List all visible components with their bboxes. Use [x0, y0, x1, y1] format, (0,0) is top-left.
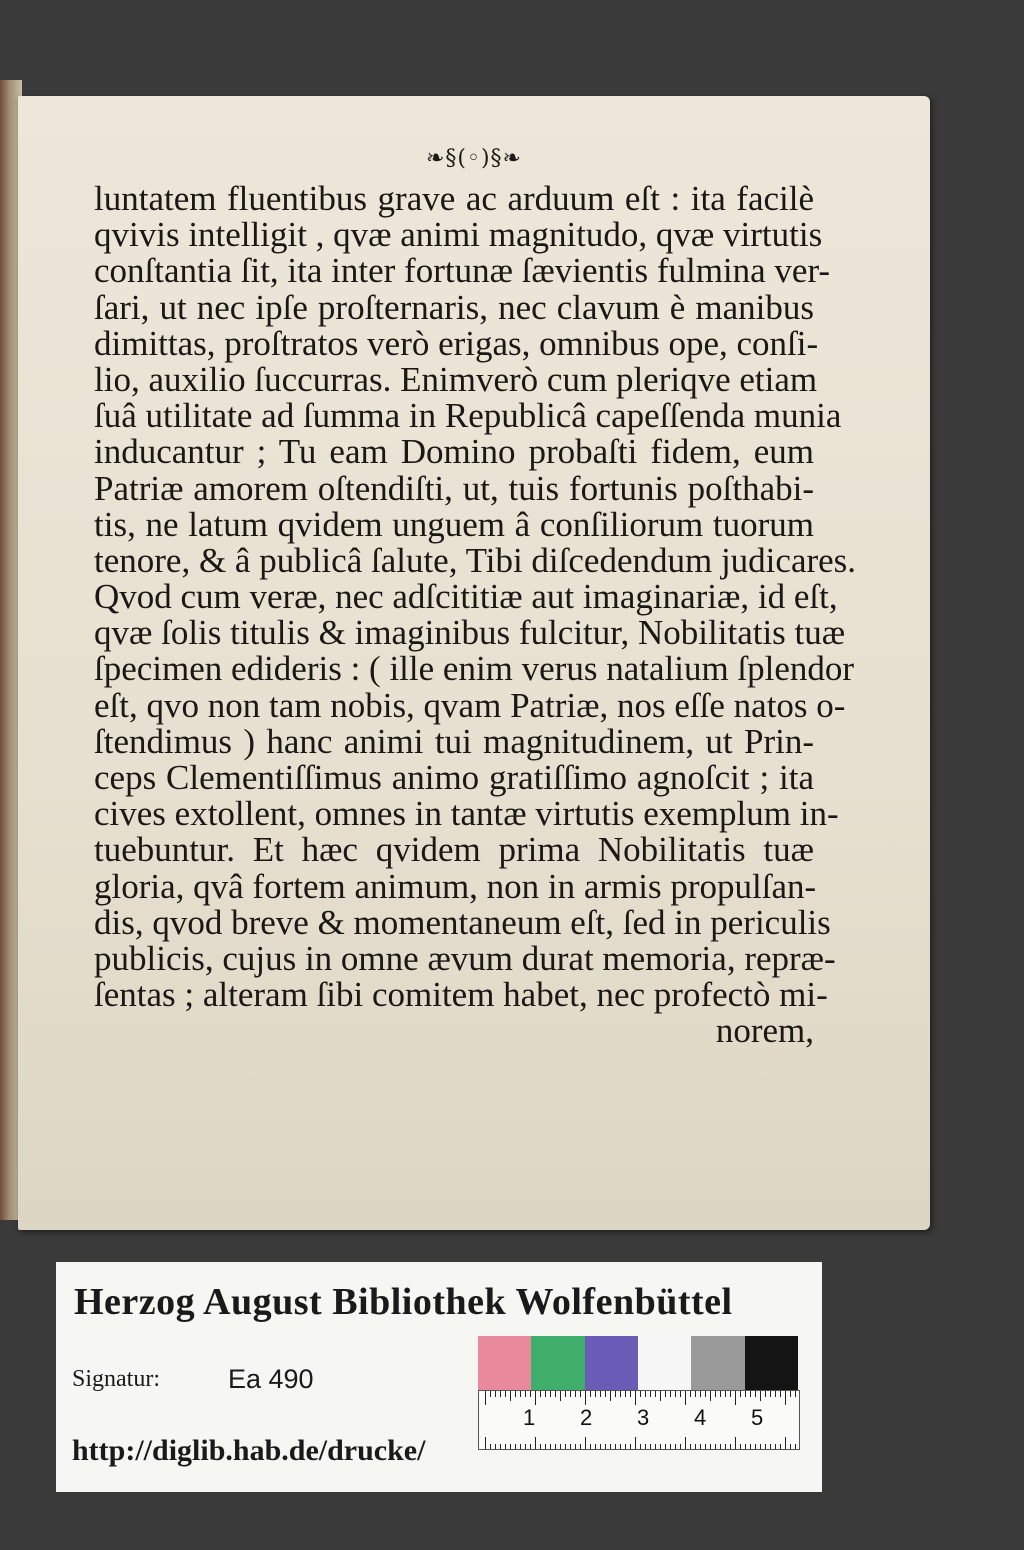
ruler-number: 2	[580, 1405, 593, 1430]
ruler-tick	[600, 1391, 601, 1397]
color-swatch	[691, 1336, 744, 1390]
ruler-tick	[780, 1444, 781, 1449]
ruler-tick	[680, 1391, 681, 1397]
ruler-tick	[560, 1391, 561, 1401]
book-page	[18, 96, 930, 1230]
ruler-tick	[695, 1391, 696, 1397]
ruler-tick	[575, 1444, 576, 1449]
ruler-tick	[505, 1391, 506, 1397]
ruler-tick	[580, 1391, 581, 1397]
ruler-tick	[725, 1391, 726, 1397]
ruler-tick	[550, 1444, 551, 1449]
ruler-tick	[570, 1444, 571, 1449]
ruler-tick	[500, 1444, 501, 1449]
ruler-tick	[625, 1391, 626, 1397]
ruler-tick	[630, 1444, 631, 1449]
ruler-number: 1	[523, 1405, 536, 1430]
ruler-tick	[525, 1391, 526, 1397]
ruler-tick	[670, 1444, 671, 1449]
color-swatch	[745, 1336, 798, 1390]
ruler-tick	[540, 1391, 541, 1397]
color-swatch	[585, 1336, 638, 1390]
ruler-number: 4	[694, 1405, 707, 1430]
ruler-tick	[535, 1391, 536, 1405]
ruler-tick	[705, 1444, 706, 1449]
text-line: ſtendimus ) hanc animi tui magnitudinem, ut Prin-	[94, 721, 814, 761]
color-swatch	[478, 1336, 531, 1390]
library-url: http://diglib.hab.de/drucke/	[72, 1434, 426, 1467]
ruler-tick	[775, 1444, 776, 1449]
ruler-tick	[735, 1391, 736, 1405]
ruler-tick	[730, 1391, 731, 1397]
text-line: tenore, & â publicâ ſalute, Tibi diſcedendum judicares.	[94, 540, 857, 580]
ruler-tick	[765, 1444, 766, 1449]
ruler-tick	[565, 1391, 566, 1397]
ruler-tick	[600, 1444, 601, 1449]
ruler-tick	[705, 1391, 706, 1397]
ruler-tick	[660, 1391, 661, 1401]
text-line: luntatem fluentibus grave ac arduum eſt : ita facilè	[94, 179, 814, 218]
ruler-tick	[790, 1391, 791, 1397]
ruler-tick	[605, 1391, 606, 1397]
ruler-tick	[745, 1391, 746, 1397]
ruler-tick	[520, 1391, 521, 1397]
signatur-value: Ea 490	[228, 1364, 314, 1394]
ruler-tick	[500, 1391, 501, 1397]
ruler-tick	[650, 1391, 651, 1397]
ruler-tick	[625, 1444, 626, 1449]
ruler-tick	[555, 1391, 556, 1397]
text-line: ſpecimen edideris : ( ille enim verus natalium ſplendor	[94, 649, 855, 689]
ruler-tick	[655, 1391, 656, 1397]
ruler-tick	[630, 1391, 631, 1397]
ruler-tick	[755, 1391, 756, 1397]
ruler-tick	[770, 1391, 771, 1397]
text-line: eſt, qvo non tam nobis, qvam Patriæ, nos eſſe natos o-	[94, 685, 846, 725]
ruler-tick	[560, 1444, 561, 1449]
ruler-tick	[490, 1391, 491, 1397]
ruler-tick	[755, 1444, 756, 1449]
ruler-tick	[505, 1444, 506, 1449]
text-line: ſentas ; alteram ſibi comitem habet, nec profectò mi-	[94, 975, 828, 1015]
ruler-tick	[770, 1444, 771, 1449]
ruler-tick	[615, 1444, 616, 1449]
color-swatch	[638, 1336, 691, 1390]
ruler-tick	[760, 1391, 761, 1401]
ruler-tick	[695, 1444, 696, 1449]
ruler-tick	[545, 1391, 546, 1397]
ruler-tick	[745, 1444, 746, 1449]
page-text-block	[94, 179, 857, 1051]
ruler-number: 3	[637, 1405, 650, 1430]
ruler-tick	[530, 1391, 531, 1397]
ruler-tick	[785, 1391, 786, 1405]
ruler-tick	[595, 1391, 596, 1397]
ruler-tick	[675, 1391, 676, 1397]
ruler-tick	[635, 1391, 636, 1405]
ruler-tick	[710, 1391, 711, 1401]
ruler-tick	[655, 1444, 656, 1449]
ruler-tick	[720, 1444, 721, 1449]
ruler-tick	[530, 1444, 531, 1449]
ruler-tick	[725, 1444, 726, 1449]
ruler-tick	[525, 1444, 526, 1449]
text-line: tis, ne latum qvidem unguem â conſiliorum tuorum	[94, 504, 814, 544]
ruler-tick	[640, 1444, 641, 1449]
ruler-tick	[510, 1444, 511, 1449]
text-line: dimittas, proſtratos verò erigas, omnibus ope, conſi-	[94, 323, 819, 363]
ruler-tick	[635, 1437, 636, 1449]
ruler-tick	[700, 1444, 701, 1449]
text-line: gloria, qvâ fortem animum, non in armis propulſan-	[94, 866, 817, 906]
ruler-tick	[620, 1444, 621, 1449]
ruler-tick	[605, 1444, 606, 1449]
ruler-tick	[685, 1391, 686, 1405]
text-line: lio, auxilio ſuccurras. Enimverò cum pleriqve etiam	[94, 359, 818, 399]
ruler-tick	[650, 1444, 651, 1449]
ruler-tick	[610, 1444, 611, 1449]
ruler-tick	[575, 1391, 576, 1397]
color-swatch	[531, 1336, 584, 1390]
ruler-tick	[750, 1444, 751, 1449]
ruler-tick	[615, 1391, 616, 1397]
ruler-tick	[710, 1444, 711, 1449]
ruler-tick	[740, 1444, 741, 1449]
ruler-tick	[620, 1391, 621, 1397]
ruler-tick	[645, 1444, 646, 1449]
ruler-tick	[595, 1444, 596, 1449]
ruler-tick	[795, 1444, 796, 1449]
ruler-tick	[730, 1444, 731, 1449]
text-line: qvæ ſolis titulis & imaginibus fulcitur, Nobilitatis tuæ	[94, 613, 846, 653]
ruler-tick	[515, 1444, 516, 1449]
scale-ruler	[478, 1390, 800, 1450]
text-line: ſuâ utilitate ad ſumma in Republicâ capeſſenda munia	[94, 396, 842, 436]
color-target-swatches	[478, 1336, 798, 1390]
ruler-tick	[565, 1444, 566, 1449]
ruler-tick	[765, 1391, 766, 1397]
ruler-tick	[510, 1391, 511, 1401]
ruler-tick	[665, 1391, 666, 1397]
ruler-tick	[775, 1391, 776, 1397]
ruler-tick	[660, 1444, 661, 1449]
ruler-tick	[520, 1444, 521, 1449]
ruler-number: 5	[751, 1405, 764, 1430]
text-line: qvivis intelligit , qvæ animi magnitudo, qvæ virtutis	[94, 215, 823, 255]
ruler-tick	[785, 1437, 786, 1449]
ruler-tick	[485, 1437, 486, 1449]
ruler-tick	[570, 1391, 571, 1397]
text-line: cives extollent, omnes in tantæ virtutis exemplum in-	[94, 794, 839, 834]
ruler-tick	[690, 1391, 691, 1397]
ruler-tick	[585, 1391, 586, 1405]
ruler-tick	[690, 1444, 691, 1449]
ruler-tick	[550, 1391, 551, 1397]
ruler-tick	[590, 1444, 591, 1449]
ruler-tick	[590, 1391, 591, 1397]
ruler-tick	[780, 1391, 781, 1397]
catchword-line: norem,	[715, 1011, 814, 1051]
text-line: ſari, ut nec ipſe proſternaris, nec clavum è manibus	[94, 287, 814, 327]
ruler-tick	[795, 1391, 796, 1397]
header-ornament: ❧§(◦)§❧	[425, 146, 522, 171]
ruler-tick	[715, 1444, 716, 1449]
ruler-tick	[740, 1391, 741, 1397]
ruler-tick	[715, 1391, 716, 1397]
signatur-label: Signatur:	[72, 1366, 160, 1392]
text-line: Qvod cum veræ, nec adſcititiæ aut imaginariæ, id eſt,	[94, 577, 838, 617]
ruler-tick	[680, 1444, 681, 1449]
ruler-tick	[760, 1444, 761, 1449]
ruler-tick	[645, 1391, 646, 1397]
ruler-tick	[515, 1391, 516, 1397]
text-line: Patriæ amorem oſtendiſti, ut, tuis fortunis poſthabi-	[94, 468, 814, 508]
ruler-tick	[750, 1391, 751, 1397]
ruler-tick	[610, 1391, 611, 1401]
ruler-tick	[670, 1391, 671, 1397]
ruler-tick	[540, 1444, 541, 1449]
ruler-tick	[495, 1391, 496, 1397]
ruler-tick	[545, 1444, 546, 1449]
ruler-tick	[495, 1444, 496, 1449]
ruler-tick	[535, 1437, 536, 1449]
text-line: publicis, cujus in omne ævum durat memoria, repræ-	[94, 938, 836, 978]
library-title: Herzog August Bibliothek Wolfenbüttel	[74, 1281, 733, 1323]
text-line: conſtantia ſit, ita inter fortunæ ſævientis fulmina ver-	[94, 251, 831, 291]
ruler-tick	[585, 1437, 586, 1449]
ruler-tick	[685, 1437, 686, 1449]
ruler-tick	[700, 1391, 701, 1397]
ruler-tick	[720, 1391, 721, 1397]
ruler-tick	[490, 1444, 491, 1449]
text-line: dis, qvod breve & momentaneum eſt, ſed in periculis	[94, 902, 831, 942]
ruler-tick	[640, 1391, 641, 1397]
ruler-tick	[735, 1437, 736, 1449]
ruler-tick	[580, 1444, 581, 1449]
ruler-tick	[790, 1444, 791, 1449]
text-line: tuebuntur. Et hæc qvidem prima Nobilitatis tuæ	[94, 830, 814, 870]
ruler-tick	[555, 1444, 556, 1449]
text-line: ceps Clementiſſimus animo gratiſſimo agnoſcit ; ita	[94, 758, 814, 797]
ruler-tick	[485, 1391, 486, 1405]
ruler-tick	[665, 1444, 666, 1449]
text-line: inducantur ; Tu eam Domino probaſti fidem, eum	[94, 432, 814, 472]
ruler-tick	[675, 1444, 676, 1449]
